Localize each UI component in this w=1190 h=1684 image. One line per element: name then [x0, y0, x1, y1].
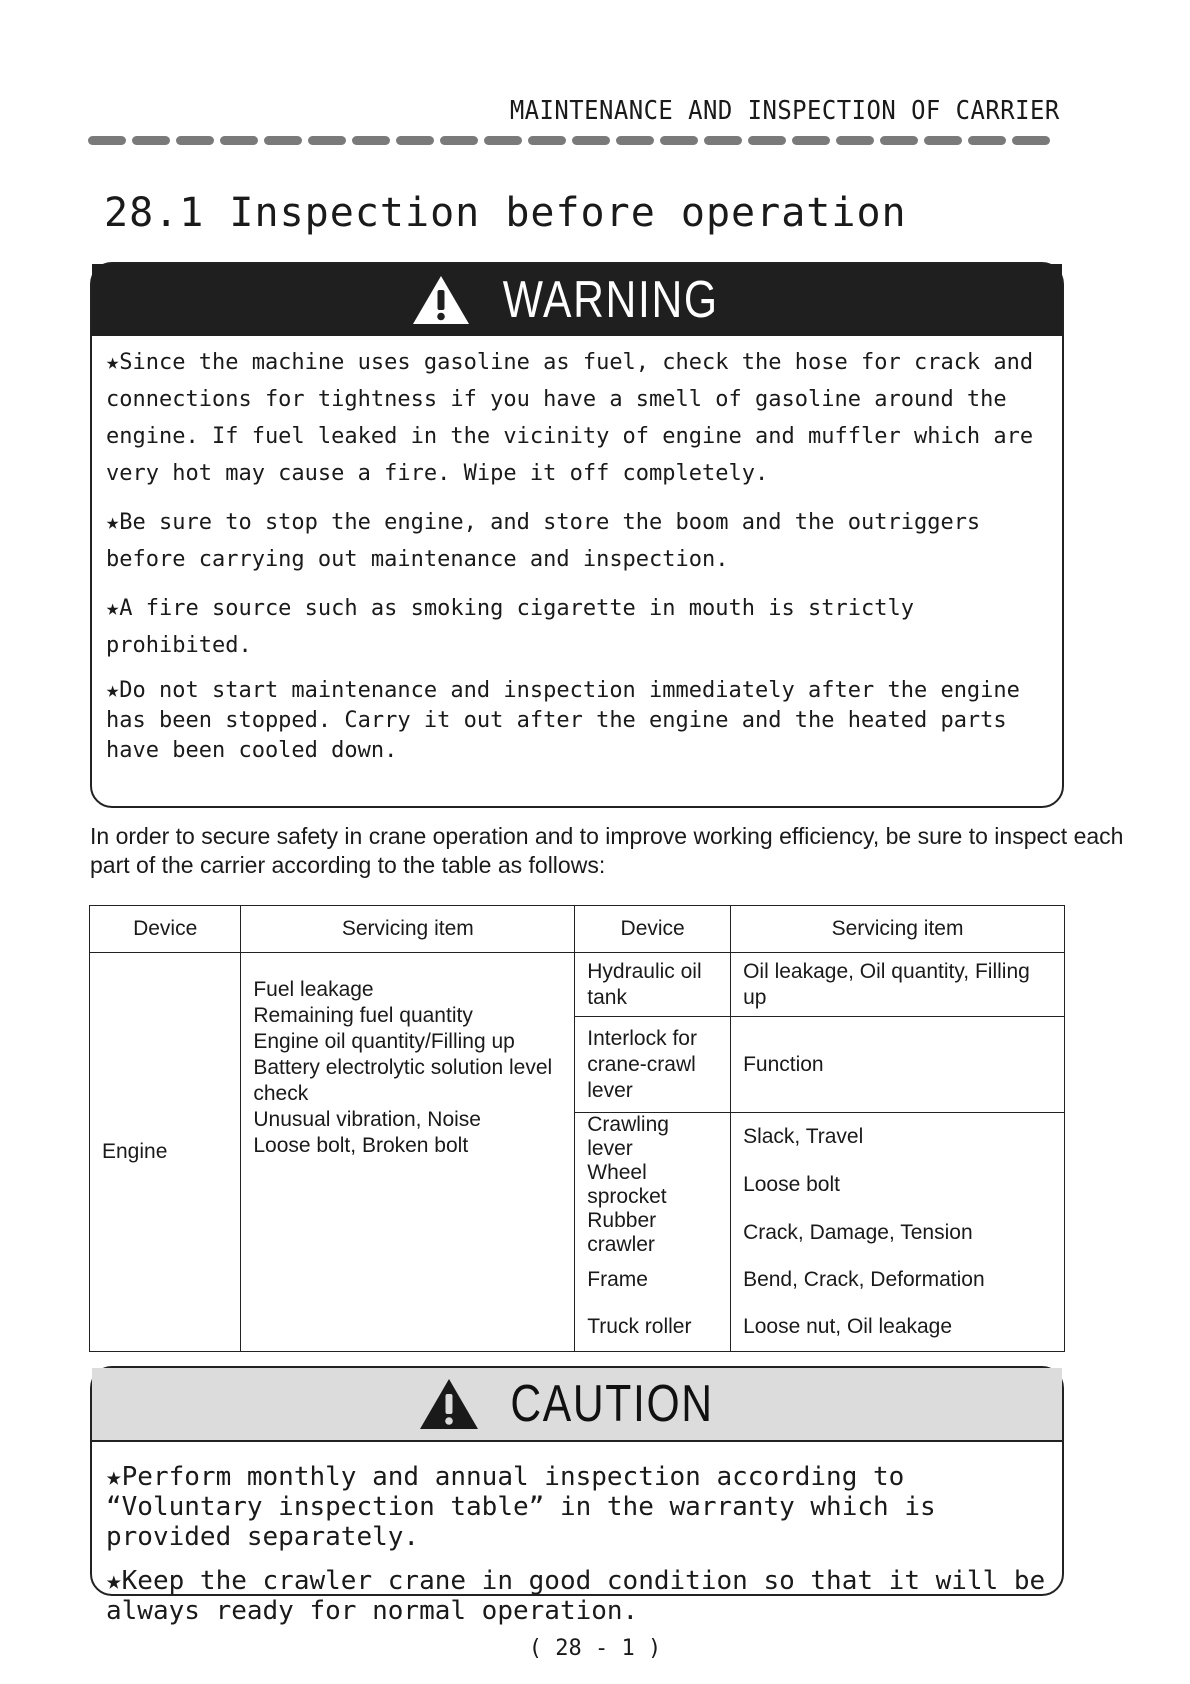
- device-cell: Wheel sprocket: [575, 1161, 731, 1209]
- device-cell: Crawling lever: [575, 1113, 731, 1162]
- engine-item: Engine oil quantity/Filling up: [253, 1030, 515, 1053]
- engine-item: Unusual vibration, Noise: [253, 1108, 481, 1131]
- header-device-left: Device: [90, 906, 241, 953]
- header-dash-rule: [88, 136, 1058, 148]
- engine-item: Loose bolt, Broken bolt: [253, 1134, 469, 1157]
- header-device-right: Device: [575, 906, 731, 953]
- warning-label: WARNING: [503, 271, 719, 329]
- item-cell: Slack, Travel: [731, 1113, 1065, 1162]
- engine-item: Remaining fuel quantity: [253, 1004, 473, 1027]
- section-title: 28.1 Inspection before operation: [104, 190, 907, 236]
- caution-paragraph: ★Perform monthly and annual inspection according to “Voluntary inspection table” in the warranty which is provided separately.: [106, 1462, 936, 1552]
- intro-text: In order to secure safety in crane operation and to improve working efficiency, be sure to inspect each part of the carrier according to the table as follows:: [90, 823, 1124, 878]
- item-cell: Oil leakage, Oil quantity, Filling up: [731, 953, 1065, 1017]
- warning-paragraph: ★A fire source such as smoking cigarette in mouth is strictly prohibited.: [106, 596, 914, 658]
- caution-label: CAUTION: [510, 1375, 714, 1433]
- header-servicing-left: Servicing item: [241, 906, 575, 953]
- item-cell: Function: [731, 1017, 1065, 1113]
- caution-triangle-icon: [418, 1377, 480, 1431]
- caution-header: [92, 1368, 1062, 1442]
- page-number: ( 28 - 1 ): [528, 1636, 662, 1661]
- engine-item: Battery electrolytic solution level check: [253, 1056, 553, 1105]
- engine-items-cell: [241, 953, 575, 1352]
- caution-box: [90, 1366, 1064, 1626]
- caution-paragraph: ★Keep the crawler crane in good condition so that it will be always ready for normal operation.: [106, 1566, 1046, 1626]
- item-cell: Loose bolt: [731, 1161, 1065, 1209]
- table-header-row: [90, 906, 1065, 953]
- item-cell: Loose nut, Oil leakage: [731, 1303, 1065, 1351]
- device-cell: Interlock for crane-crawl lever: [575, 1017, 731, 1113]
- warning-paragraph: ★Since the machine uses gasoline as fuel, check the hose for crack and connections for tightness if you have a smell of gasoline around the engine. If fuel leaked in the vicinity of engine and muffler which are very hot may cause a fire. Wipe it off completely.: [106, 350, 1034, 486]
- warning-header: [92, 264, 1062, 336]
- item-cell: Bend, Crack, Deformation: [731, 1257, 1065, 1303]
- engine-device-cell: Engine: [90, 953, 241, 1352]
- device-cell: Truck roller: [575, 1303, 731, 1351]
- header-servicing-right: Servicing item: [731, 906, 1065, 953]
- inspection-table: [89, 905, 1065, 1352]
- item-cell: Crack, Damage, Tension: [731, 1209, 1065, 1257]
- page-header-title: MAINTENANCE AND INSPECTION OF CARRIER: [510, 96, 1060, 126]
- device-cell: Frame: [575, 1257, 731, 1303]
- warning-paragraph: ★Be sure to stop the engine, and store the boom and the outriggers before carrying out maintenance and inspection.: [106, 510, 981, 572]
- engine-item: Fuel leakage: [253, 978, 374, 1001]
- warning-box: [90, 262, 1064, 808]
- table-row: [90, 953, 1065, 1017]
- device-cell: Rubber crawler: [575, 1209, 731, 1257]
- warning-triangle-icon: [411, 274, 471, 326]
- device-cell: Hydraulic oil tank: [575, 953, 731, 1017]
- warning-paragraph: ★Do not start maintenance and inspection immediately after the engine has been stopped. Carry it out after the engine and the heated parts have been cooled down.: [106, 678, 1020, 763]
